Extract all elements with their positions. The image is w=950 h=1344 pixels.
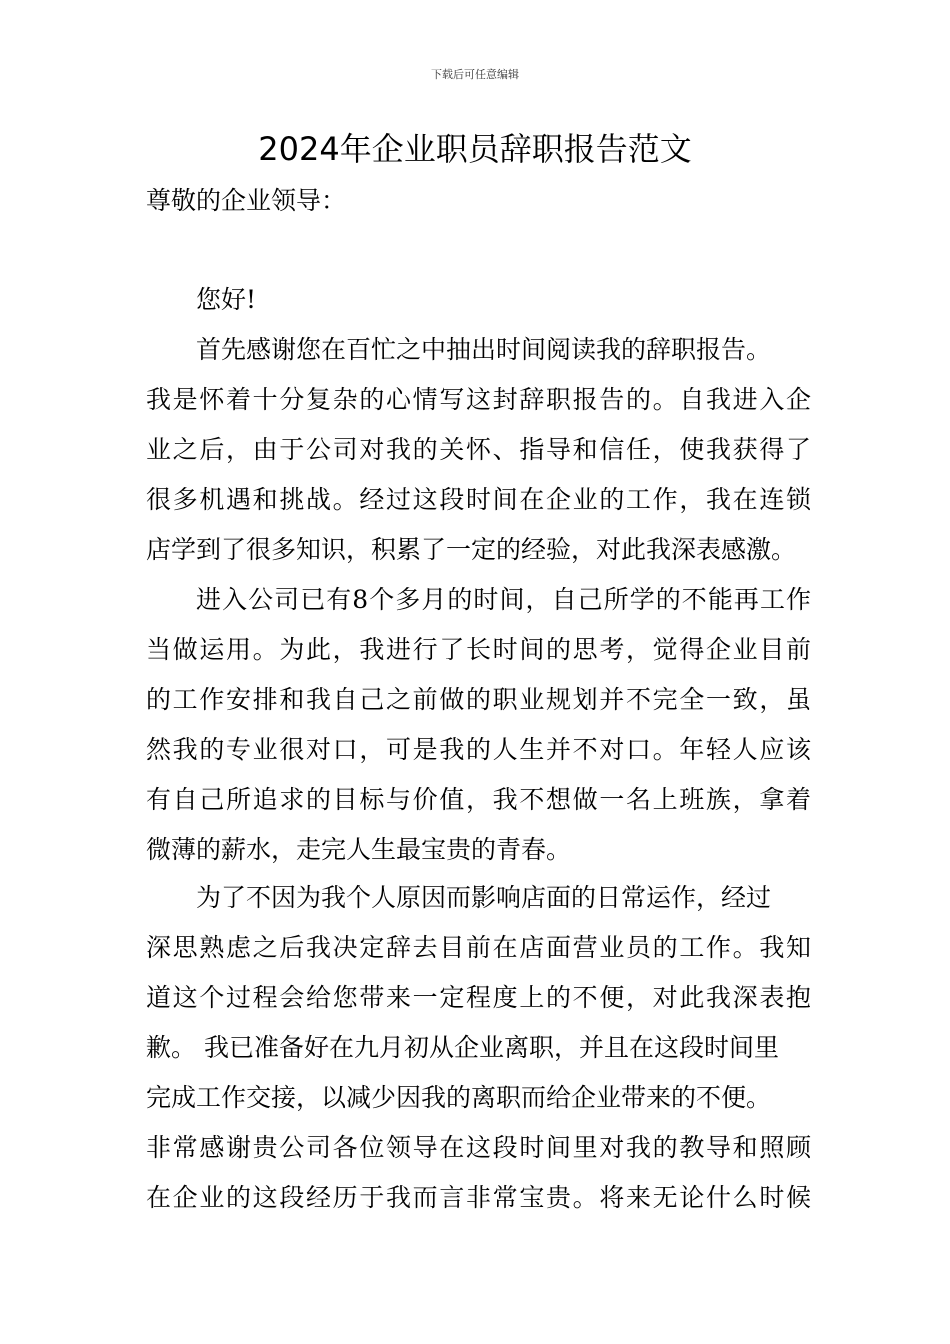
paragraph-line: 在企业的这段经历于我而言非常宝贵。将来无论什么时候 bbox=[146, 1183, 811, 1212]
paragraph-line: 深思熟虑之后我决定辞去目前在店面营业员的工作。我知 bbox=[146, 933, 811, 962]
header-note: 下载后可任意编辑 bbox=[431, 68, 519, 81]
document-title: 2024年企业职员辞职报告范文 bbox=[258, 130, 692, 168]
paragraph-line: 非常感谢贵公司各位领导在这段时间里对我的教导和照顾 bbox=[146, 1133, 811, 1162]
paragraph-line: 我是怀着十分复杂的心情写这封辞职报告的。自我进入企 bbox=[146, 385, 811, 414]
paragraph-line: 首先感谢您在百忙之中抽出时间阅读我的辞职报告。 bbox=[196, 335, 772, 364]
paragraph-line: 为了不因为我个人原因而影响店面的日常运作，经过 bbox=[196, 883, 772, 912]
paragraph-line: 然我的专业很对口，可是我的人生并不对口。年轻人应该 bbox=[146, 735, 811, 764]
paragraph-line: 道这个过程会给您带来一定程度上的不便，对此我深表抱 bbox=[146, 983, 811, 1012]
paragraph-line: 店学到了很多知识，积累了一定的经验，对此我深表感激。 bbox=[146, 535, 797, 564]
paragraph-line: 的工作安排和我自己之前做的职业规划并不完全一致，虽 bbox=[146, 685, 811, 714]
paragraph-line: 当做运用。为此，我进行了长时间的思考，觉得企业目前 bbox=[146, 635, 811, 664]
paragraph-line: 歉。 我已准备好在九月初从企业离职，并且在这段时间里 bbox=[146, 1033, 779, 1062]
paragraph-line: 业之后，由于公司对我的关怀、指导和信任，使我获得了 bbox=[146, 435, 811, 464]
salutation: 尊敬的企业领导： bbox=[146, 186, 347, 215]
paragraph-line: 很多机遇和挑战。经过这段时间在企业的工作，我在连锁 bbox=[146, 485, 811, 514]
greeting: 您好! bbox=[196, 285, 257, 314]
paragraph-line: 进入公司已有8个多月的时间，自己所学的不能再工作 bbox=[196, 585, 811, 614]
paragraph-line: 微薄的薪水，走完人生最宝贵的青春。 bbox=[146, 835, 572, 864]
paragraph-line: 完成工作交接，以减少因我的离职而给企业带来的不便。 bbox=[146, 1083, 772, 1112]
paragraph-line: 有自己所追求的目标与价值，我不想做一名上班族，拿着 bbox=[146, 785, 811, 814]
